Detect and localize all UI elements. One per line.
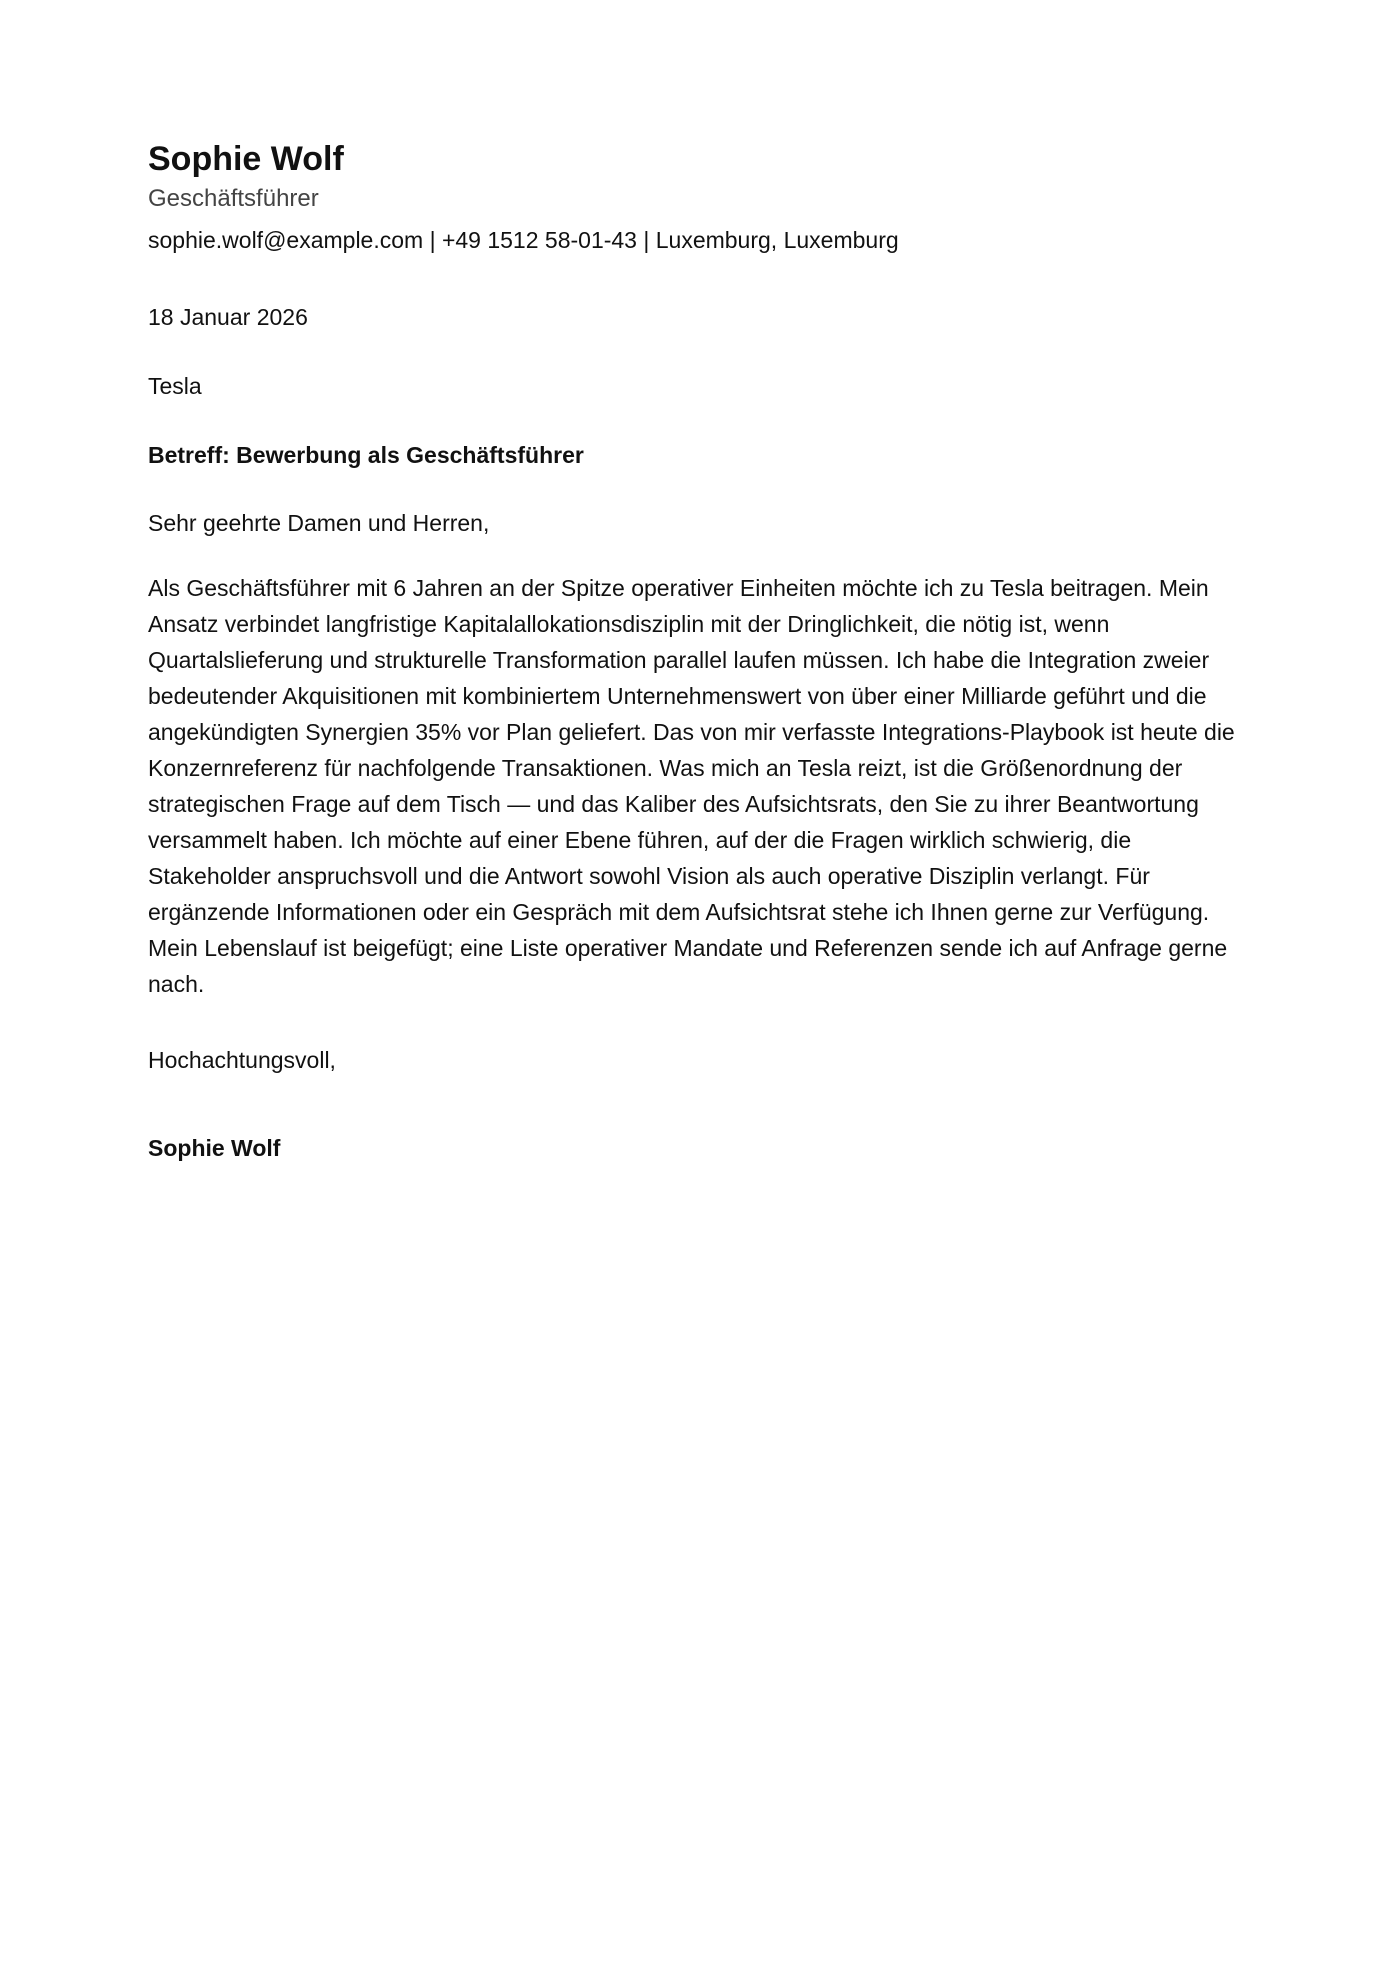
sender-name: Sophie Wolf — [148, 140, 344, 178]
sender-contact: sophie.wolf@example.com | +49 1512 58-01-43 | Luxemburg, Luxemburg — [148, 227, 899, 253]
recipient: Tesla — [148, 373, 202, 399]
subject-line: Betreff: Bewerbung als Geschäftsführer — [148, 442, 584, 468]
letter-body: Als Geschäftsführer mit 6 Jahren an der Spitze operativer Einheiten möchte ich zu Tesla beitragen. Mein Ansatz verbindet langfristige Kapitalallokationsdisziplin mit der Dringlichkeit, die nötig ist, wenn Quartalslieferung und strukturelle Transformation parallel laufen müssen. Ich habe die Integration zweier bedeutender Akquisitionen mit kombiniertem Unternehmenswert von über einer Milliarde geführt und die angekündigten Synergien 35% vor Plan geliefert. Das von mir verfasste Integrations-Playbook ist heute die Konzernreferenz für nachfolgende Transaktionen. Was mich an Tesla reizt, ist die Größenordnung der strategischen Frage auf dem Tisch — und das Kaliber des Aufsichtsrats, den Sie zu ihrer Beantwortung versammelt haben. Ich möchte auf einer Ebene führen, auf der die Fragen wirklich schwierig, die Stakeholder anspruchsvoll und die Antwort sowohl Vision als auch operative Disziplin verlangt. Für ergänzende Informationen oder ein Gespräch mit dem Aufsichtsrat stehe ich Ihnen gerne zur Verfügung. Mein Lebenslauf ist beigefügt; eine Liste operativer Mandate und Referenzen sende ich auf Anfrage gerne nach. — [148, 575, 1235, 997]
closing: Hochachtungsvoll, — [148, 1047, 336, 1073]
letter-date: 18 Januar 2026 — [148, 304, 308, 330]
sender-title: Geschäftsführer — [148, 185, 319, 212]
signature: Sophie Wolf — [148, 1135, 281, 1161]
salutation: Sehr geehrte Damen und Herren, — [148, 510, 490, 536]
